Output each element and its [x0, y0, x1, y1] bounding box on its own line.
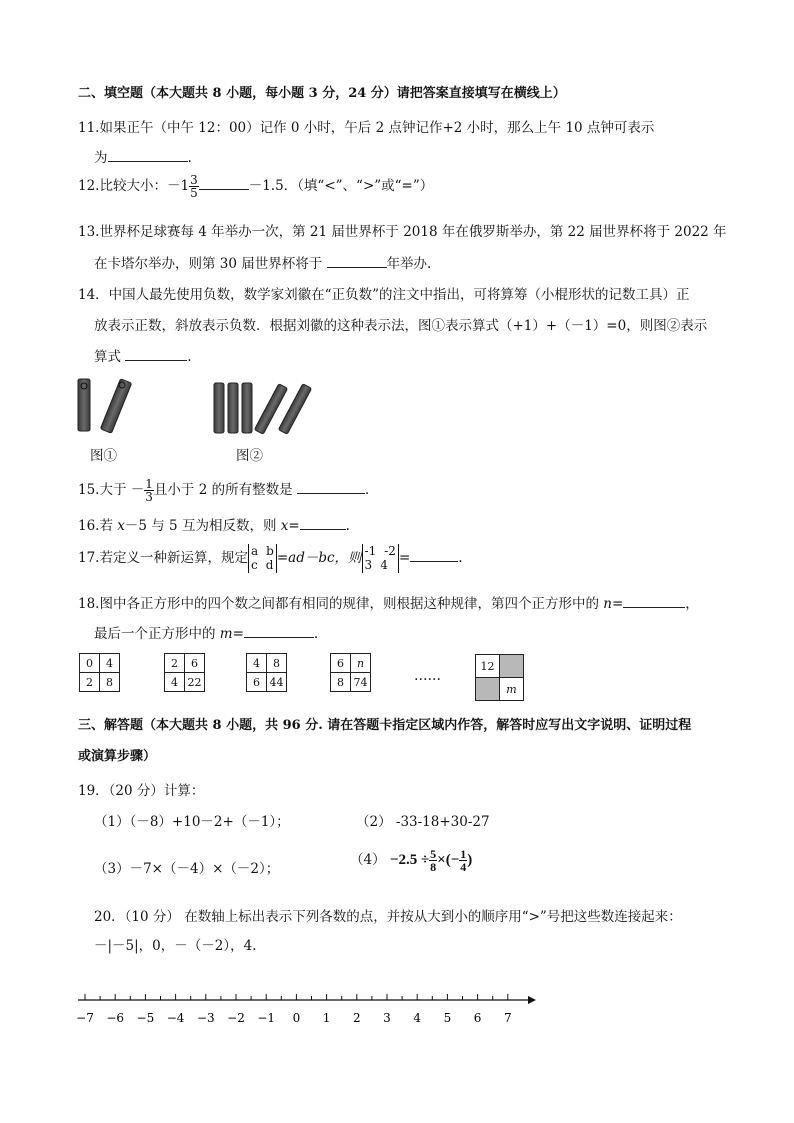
q16-var-x: x: [117, 518, 125, 534]
q19-part4: [350, 848, 472, 873]
q18-line2-prefix: 最后一个正方形中的: [94, 626, 220, 642]
q15-end: .: [364, 482, 370, 498]
section2-header: 二、填空题（本大题共 8 小题，每小题 3 分，24 分）请把答案直接填写在横线上）: [78, 86, 566, 101]
q13-line2-suffix: 年举办.: [386, 256, 432, 272]
number-line-tick-label: −5: [136, 1011, 155, 1025]
q19-part4-label: （4）: [350, 852, 386, 868]
q14-line1: 14．中国人最先使用负数，数学家刘徽在“正负数”的注文中指出，可将算筹（小棍形状的记数工具）正: [78, 287, 690, 303]
q15-middle: 且小于 2 的所有整数是: [153, 482, 297, 498]
section3-header-line1: 三、解答题（本大题共 8 小题，共 96 分. 请在答题卡指定区域内作答，解答时应写出文字说明、证明过程: [78, 718, 692, 733]
square-cell: 6: [331, 654, 351, 673]
q18-var-m: m: [219, 626, 233, 642]
det-a: a: [250, 544, 259, 558]
q18-var-n: n: [603, 596, 612, 612]
number-square-last: [475, 654, 524, 701]
q17-answer-blank[interactable]: [410, 547, 458, 562]
q12-fraction: [189, 174, 199, 199]
fig2-label: 图②: [236, 448, 263, 464]
q11-line2-suffix: .: [187, 150, 192, 166]
rod-slanted-icon: [100, 379, 131, 434]
square-cell: 44: [267, 673, 287, 692]
square-cell: 8: [267, 654, 287, 673]
q17-prefix: 17.若定义一种新运算，规定: [78, 549, 248, 566]
q17-end: .: [458, 549, 463, 566]
q18-line2-end: .: [313, 626, 319, 642]
rod-upright-icon: [78, 379, 90, 431]
q17: [78, 544, 463, 573]
fig1-rods: [78, 379, 132, 434]
number-line-tick-label: −7: [76, 1011, 94, 1025]
det-b: b: [266, 544, 274, 558]
q15-frac-num: 1: [145, 477, 153, 491]
q19-part4-expr-a: −2.5 ÷: [389, 852, 430, 868]
q17-equals: =: [398, 549, 411, 566]
q15-answer-blank[interactable]: [297, 479, 365, 494]
number-line-arrow-icon: [528, 996, 536, 1004]
q19-part1: （1）（－8）+10－2+（－1）；: [94, 814, 290, 830]
q19-part4-expr-c: ): [467, 852, 473, 868]
q19-part4-expr-b: ×(−: [437, 852, 460, 868]
square-cell: 6: [247, 673, 267, 692]
q13-answer-blank[interactable]: [327, 253, 387, 268]
q16: [78, 514, 350, 534]
square-cell: 8: [331, 673, 351, 692]
fig1-label: 图①: [90, 448, 117, 464]
q12-frac-num: 3: [190, 173, 198, 187]
square-cell: 0: [80, 654, 100, 673]
number-square-4: [330, 653, 371, 692]
q18-line2: [94, 622, 318, 642]
q19-part3: （3）－7×（－4）×（－2）；: [94, 861, 280, 877]
number-line-tick-label: 4: [413, 1011, 422, 1025]
frac1-num: 5: [430, 847, 437, 861]
q17-middle: =ad－bc，则: [276, 549, 362, 566]
q14-line3-prefix: 算式: [94, 349, 126, 365]
q17-determinant-problem: [362, 544, 399, 573]
number-line-tick-label: −2: [227, 1011, 245, 1025]
q15-fraction: [144, 478, 154, 503]
number-line-tick-label: 5: [443, 1011, 452, 1025]
q16-var-x2: x: [280, 518, 289, 534]
number-line-tick-label: 1: [322, 1011, 331, 1025]
number-line-tick-label: −3: [196, 1011, 215, 1025]
frac2-den: 4: [460, 860, 467, 874]
det-n2: -2: [384, 544, 396, 558]
grey-cell: [500, 655, 524, 678]
q18-equals-n: =: [611, 596, 624, 612]
number-square-1: [79, 653, 120, 692]
number-line-tick-label: 7: [503, 1011, 512, 1025]
square-cell: 74: [351, 673, 371, 692]
square-cell: 4: [100, 654, 120, 673]
q12-prefix: 12.比较大小：－1: [78, 178, 190, 194]
q17-determinant-definition: [248, 544, 277, 573]
number-line-tick-label: 2: [352, 1011, 361, 1025]
grey-cell: [476, 678, 500, 701]
number-line-tick-label: 0: [292, 1011, 301, 1025]
square-cell: 6: [185, 654, 205, 673]
counting-rods-figures: [70, 375, 330, 437]
square-cell: 4: [165, 673, 185, 692]
q11-line1: 11.如果正午（中午 12：00）记作 0 小时，午后 2 点钟记作+2 小时，那么上午 10 点钟可表示: [78, 120, 655, 136]
number-line-tick-label: −4: [166, 1011, 185, 1025]
q12-answer-blank[interactable]: [199, 175, 249, 190]
q18-line1: [78, 592, 699, 612]
square-cell: 4: [247, 654, 267, 673]
number-line-tick-label: −1: [257, 1011, 276, 1025]
q16-prefix: 16.若: [78, 518, 118, 534]
frac2-num: 1: [460, 847, 467, 861]
number-line-tick-label: 3: [383, 1011, 391, 1025]
fig2-rods: [214, 383, 312, 434]
q16-middle: －5 与 5 互为相反数，则: [124, 518, 281, 534]
q15-frac-den: 3: [145, 490, 153, 504]
q14-line3-suffix: .: [187, 349, 192, 365]
number-square-2: [164, 653, 205, 692]
q15: [78, 478, 369, 503]
q18-line1-end: ，: [685, 596, 699, 612]
det-n1: -1: [364, 544, 377, 558]
q19-title: 19．（20 分）计算：: [78, 783, 205, 799]
det-n3: 3: [364, 558, 373, 573]
q14-line3: [94, 345, 192, 365]
q13-line2-prefix: 在卡塔尔举办，则第 30 届世界杯将于: [94, 256, 327, 272]
number-line[interactable]: [70, 990, 540, 1030]
q18-equals-m: =: [232, 626, 244, 642]
q12: [78, 174, 433, 199]
frac1-den: 8: [430, 860, 437, 874]
number-line-tick-label: −6: [106, 1011, 125, 1025]
square-cell: 8: [100, 673, 120, 692]
det-d: d: [265, 558, 274, 573]
q14-line2: 放表示正数，斜放表示负数．根据刘徽的这种表示法，图①表示算式（+1）+（－1）=0，则图②表示: [94, 318, 708, 334]
q13-line1: 13.世界杯足球赛每 4 年举办一次，第 21 届世界杯于 2018 年在俄罗斯举办，第 22 届世界杯将于 2022 年: [78, 224, 727, 240]
q19-part4-frac1: [429, 848, 437, 873]
square-cell: n: [351, 654, 371, 673]
square-cell: 22: [185, 673, 205, 692]
number-line-ticks: [76, 994, 511, 1025]
q18-n-blank[interactable]: [623, 593, 685, 608]
square-cell: 2: [80, 673, 100, 692]
q20-line2: －|－5|，0，－（－2），4.: [94, 938, 257, 954]
q19-part2: （2） -33-18+30-27: [356, 814, 490, 830]
section3-header-line2: 或演算步骤）: [78, 749, 157, 764]
q11-line2: [94, 146, 192, 166]
q16-equals: =: [288, 518, 300, 534]
q11-line2-prefix: 为: [94, 150, 108, 166]
q16-end: .: [345, 518, 350, 534]
q11-answer-blank[interactable]: [108, 147, 188, 162]
q15-prefix: 15.大于 －: [78, 482, 145, 498]
number-square-3: [246, 653, 287, 692]
q13-line2: [94, 252, 431, 272]
det-c: c: [250, 558, 258, 573]
square-cell: 2: [165, 654, 185, 673]
square-cell-m: m: [500, 678, 524, 701]
squares-ellipsis: ……: [414, 668, 441, 684]
q18-line1-prefix: 18.图中各正方形中的四个数之间都有相同的规律，则根据这种规律，第四个正方形中的: [78, 596, 604, 612]
q20-line1: 20．（10 分） 在数轴上标出表示下列各数的点，并按从大到小的顺序用“>”号把这些数连接起来：: [94, 909, 682, 925]
q16-answer-blank[interactable]: [300, 515, 346, 530]
rod-upright-icon: [214, 383, 224, 433]
q12-suffix: －1.5．（填“<”、“>”或“=”）: [248, 178, 434, 194]
q14-answer-blank[interactable]: [125, 346, 187, 361]
rod-upright-icon: [228, 383, 238, 433]
square-cell: 12: [476, 655, 500, 678]
rod-upright-icon: [242, 383, 252, 433]
number-line-tick-label: 6: [473, 1011, 482, 1025]
det-n4: 4: [380, 558, 388, 573]
q12-frac-den: 5: [190, 186, 198, 200]
q18-m-blank[interactable]: [244, 623, 314, 638]
